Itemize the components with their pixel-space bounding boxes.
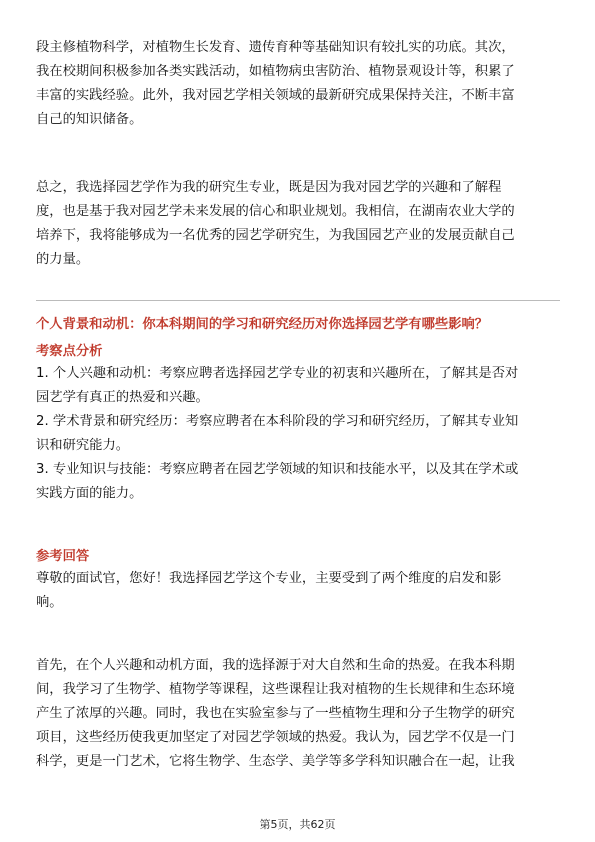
text-line: 我在校期间积极参加各类实践活动，如植物病虫害防治、植物景观设计等，积累了 [36,64,515,79]
analysis-title: 考察点分析 [36,344,103,359]
text-line: 丰富的实践经验。此外，我对园艺学相关领域的最新研究成果保持关注，不断丰富 [36,88,515,103]
text-line: 首先，在个人兴趣和动机方面，我的选择源于对大自然和生命的热爱。在我本科期 [36,658,515,673]
section-divider [36,300,560,301]
text-line: 的力量。 [36,252,90,267]
text-line: 科学，更是一门艺术，它将生物学、生态学、美学等多学科知识融合在一起，让我 [36,754,515,769]
conclusion-paragraph [36,176,560,272]
text-line: 自己的知识储备。 [36,112,143,127]
analysis-item-line: 识和研究能力。 [36,438,130,453]
analysis-item-line: 1. 个人兴趣和动机：考察应聘者选择园艺学专业的初衷和兴趣所在，了解其是否对 [36,366,519,381]
top-paragraph [36,36,560,132]
answer-title: 参考回答 [36,549,90,564]
text-line: 响。 [36,595,63,610]
text-line: 间，我学习了生物学、植物学等课程，这些课程让我对植物的生长规律和生态环境 [36,682,515,697]
text-line: 总之，我选择园艺学作为我的研究生专业，既是因为我对园艺学的兴趣和了解程 [36,180,502,195]
text-line: 尊敬的面试官，您好！我选择园艺学这个专业，主要受到了两个维度的启发和影 [36,571,502,586]
text-line: 项目，这些经历使我更加坚定了对园艺学领域的热爱。我认为，园艺学不仅是一门 [36,730,515,745]
answer-intro [36,567,560,615]
analysis-item-line: 园艺学有真正的热爱和兴趣。 [36,390,209,405]
interview-question: 个人背景和动机：你本科期间的学习和研究经历对你选择园艺学有哪些影响？ [36,317,489,332]
analysis-item-line: 3. 专业知识与技能：考察应聘者在园艺学领域的知识和技能水平，以及其在学术或 [36,462,519,477]
answer-body [36,654,560,774]
text-line: 培养下，我将能够成为一名优秀的园艺学研究生，为我国园艺产业的发展贡献自己 [36,228,515,243]
text-line: 段主修植物科学，对植物生长发育、遗传育种等基础知识有较扎实的功底。其次， [36,40,515,55]
analysis-item-line: 实践方面的能力。 [36,486,143,501]
page-number: 第5页，共62页 [259,818,336,831]
analysis-item-line: 2. 学术背景和研究经历：考察应聘者在本科阶段的学习和研究经历，了解其专业知 [36,414,519,429]
text-line: 度，也是基于我对园艺学未来发展的信心和职业规划。我相信，在湖南农业大学的 [36,204,515,219]
analysis-list [36,362,560,506]
text-line: 产生了浓厚的兴趣。同时，我也在实验室参与了一些植物生理和分子生物学的研究 [36,706,515,721]
